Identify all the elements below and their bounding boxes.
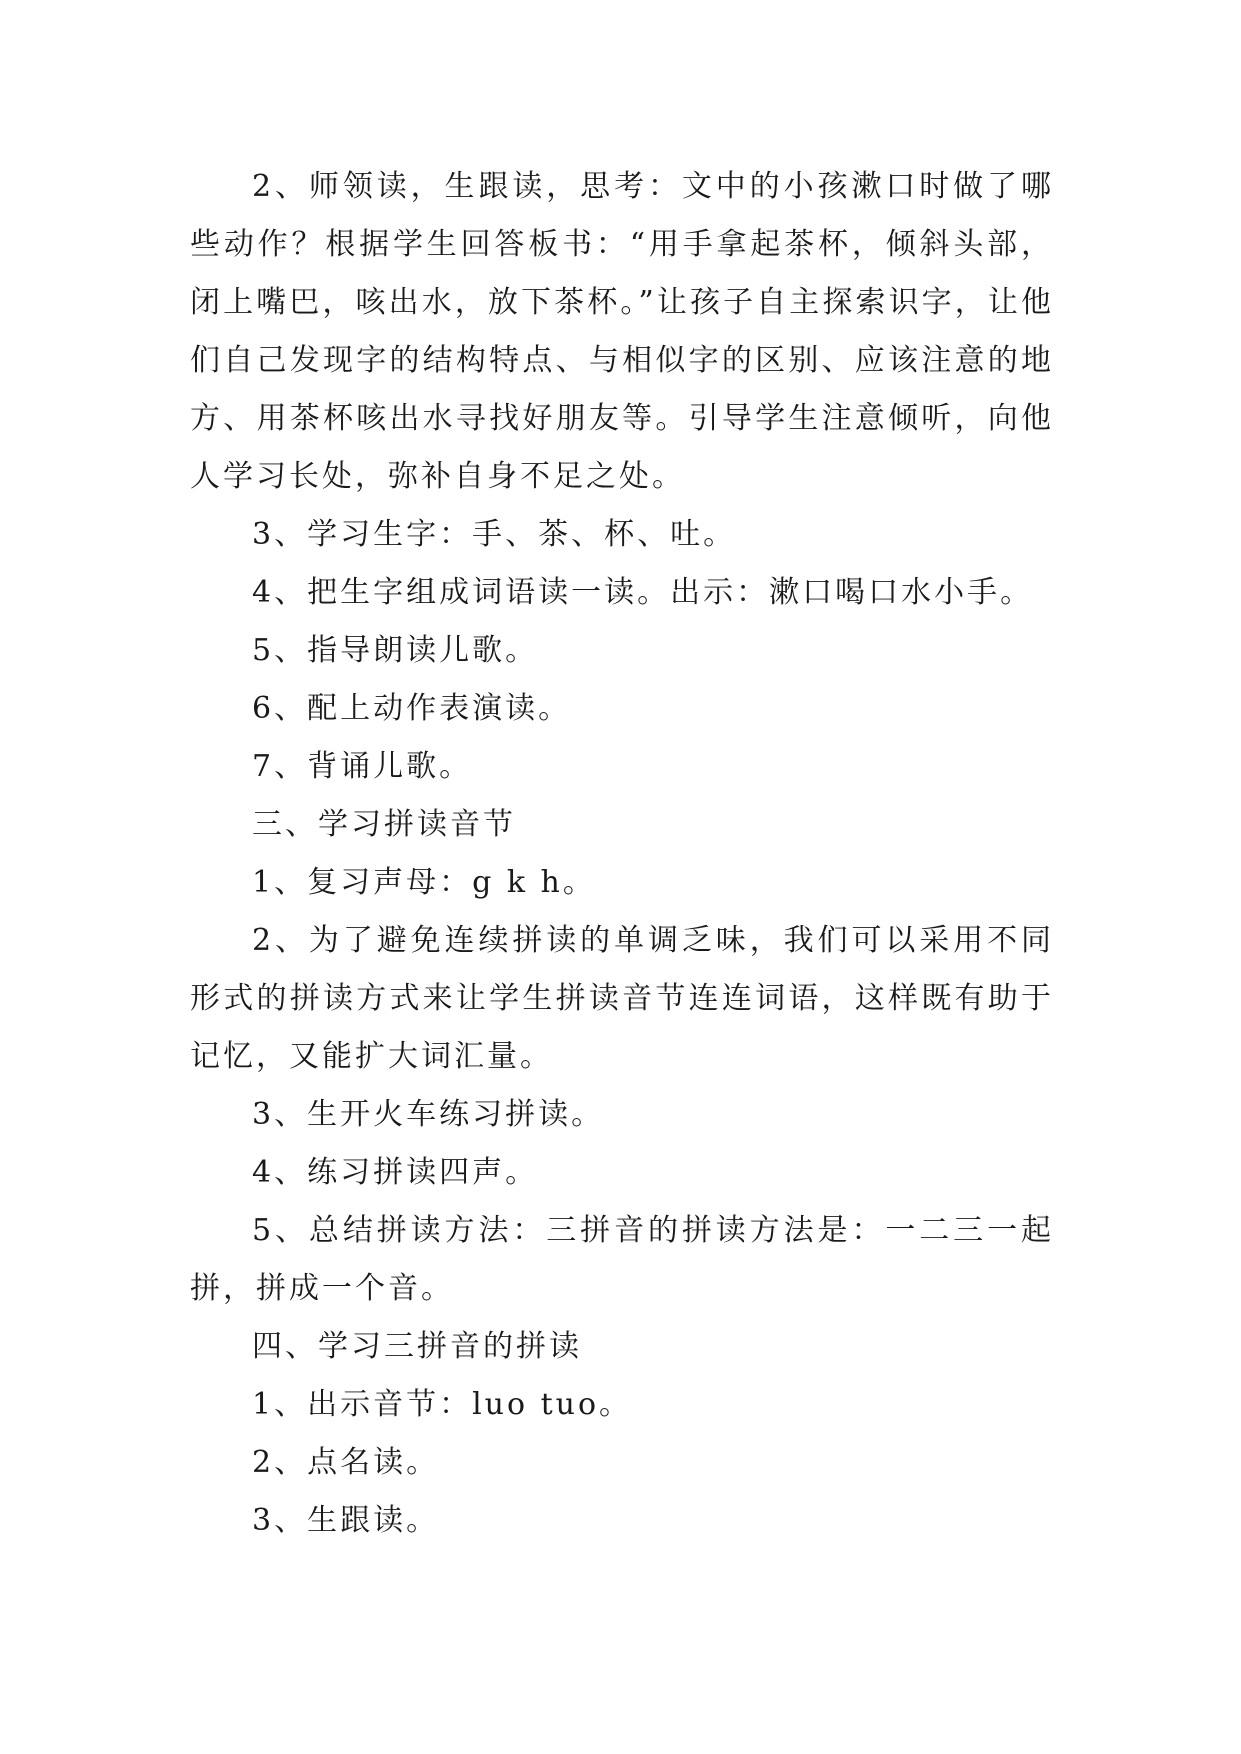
paragraph-step-4-words: 4、把生字组成词语读一读。出示：漱口喝口水小手。 [252, 575, 1034, 610]
paragraph-step-7-memorize: 7、背诵儿歌。 [252, 749, 473, 784]
paragraph-review-initials: 1、复习声母：g k h。 [252, 865, 596, 900]
document-body [190, 158, 1054, 1550]
paragraph-step-3-new-characters: 3、学习生字：手、茶、杯、吐。 [252, 517, 737, 552]
section-heading-4: 四、学习三拼音的拼读 [252, 1329, 582, 1364]
paragraph-train-practice: 3、生开火车练习拼读。 [252, 1097, 605, 1132]
paragraph-roll-call: 2、点名读。 [252, 1445, 440, 1480]
paragraph-step-5-recite: 5、指导朗读儿歌。 [252, 633, 539, 668]
paragraph-summary-method: 5、总结拼读方法：三拼音的拼读方法是：一二三一起拼，拼成一个音。 [190, 1213, 1054, 1306]
paragraph-step-2-reading: 2、师领读，生跟读，思考：文中的小孩漱口时做了哪些动作？根据学生回答板书：“用手拿起茶杯，倾斜头部，闭上嘴巴，咳出水，放下茶杯。”让孩子自主探索识字，让他们自己发现字的结构特点、与相似字的区别、应该注意的地方、用茶杯咳出水寻找好朋友等。引导学生注意倾听，向他人学习长处，弥补自身不足之处。 [190, 169, 1054, 494]
section-heading-3: 三、学习拼读音节 [252, 807, 516, 842]
paragraph-four-tones: 4、练习拼读四声。 [252, 1155, 539, 1190]
paragraph-show-syllables: 1、出示音节：luo tuo。 [252, 1387, 633, 1422]
paragraph-follow-read: 3、生跟读。 [252, 1503, 440, 1538]
paragraph-step-6-perform: 6、配上动作表演读。 [252, 691, 572, 726]
paragraph-avoid-monotony: 2、为了避免连续拼读的单调乏味，我们可以采用不同形式的拼读方式来让学生拼读音节连连词语，这样既有助于记忆，又能扩大词汇量。 [190, 923, 1054, 1074]
